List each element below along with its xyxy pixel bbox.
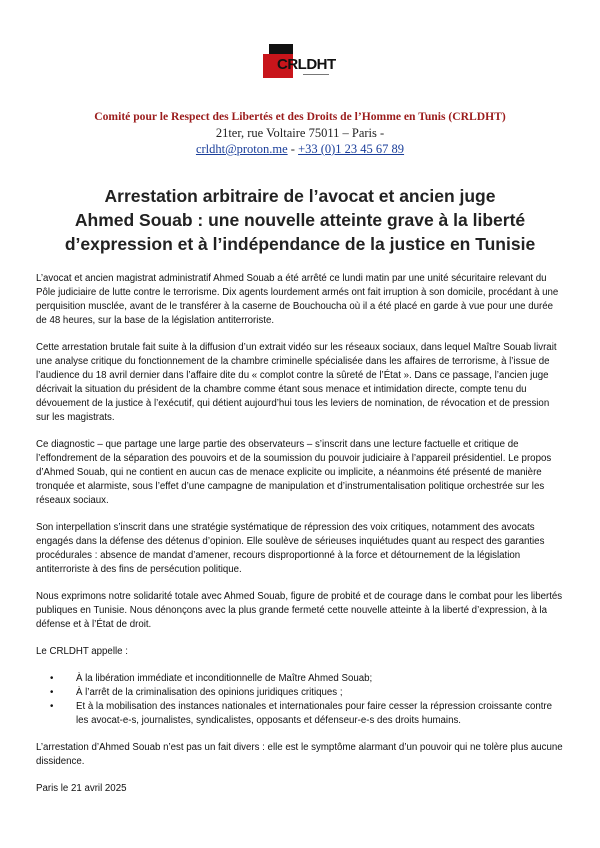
- press-release-title: [60, 184, 540, 256]
- paragraph: Cette arrestation brutale fait suite à la diffusion d’un extrait vidéo sur les réseaux sociaux, dans lequel Maître Souab livrait une analyse critique du fonctionnement de la chambre criminelle spécialisée dans les affaires de terrorisme, à l’issue de l’audience du 18 avril dernier dans l’affaire dite du « complot contre la sûreté de l’État ». Dans ce passage, l’ancien juge décrivait la situation du président de la chambre comme étant sous menace et intimidation directe, compte tenu du dévouement de la justice à l’exécutif, qui détient aujourd’hui tous les leviers de nomination, de révocation et de pression sur les magistrats.: [36, 342, 557, 423]
- signature-date: Paris le 21 avril 2025: [36, 783, 127, 794]
- conclusion: L’arrestation d’Ahmed Souab n’est pas un fait divers : elle est le symptôme alarmant d’un pouvoir qui ne tolère plus aucune dissidence.: [36, 742, 563, 767]
- phone-link[interactable]: +33 (0)1 23 45 67 89: [298, 142, 405, 156]
- appeal-list: [36, 672, 564, 728]
- contact-line: [0, 142, 600, 157]
- paragraph: Son interpellation s’inscrit dans une stratégie systématique de répression des voix critiques, notamment des avocats engagés dans la défense des détenus d’opinion. Elle soulève de sérieuses inquiétudes quant au respect des garanties procédurales : absence de mandat d’amener, recours disproportionné à la force et détournement de la législation antiterroriste à des fins de persécution politique.: [36, 522, 545, 575]
- email-link[interactable]: crldht@proton.me: [195, 142, 288, 156]
- organization-name: Comité pour le Respect des Libertés et des Droits de l’Homme en Tunis (CRLDHT): [94, 110, 506, 123]
- appeal-intro: Le CRLDHT appelle :: [36, 646, 128, 657]
- appeal-item: • Et à la mobilisation des instances nationales et internationales pour faire cesser la répression croissante contre les avocat-e-s, journalistes, syndicalistes, opposants et défenseur-e-s des droits humains.: [76, 700, 564, 728]
- title-line-2: Ahmed Souab : une nouvelle atteinte grave à la liberté: [74, 210, 526, 230]
- paragraph: Ce diagnostic – que partage une large partie des observateurs – s’inscrit dans une lecture factuelle et critique de l’effondrement de la séparation des pouvoirs et de la soumission du pouvoir judiciaire à l’appareil présidentiel. Le propos d’Ahmed Souab, qui ne contient en aucun cas de menace explicite ou implicite, a néanmoins été présenté de manière tronquée et alarmiste, sous l’effet d’une campagne de manipulation et d’instrumentalisation politique orchestrée sur les réseaux sociaux.: [36, 439, 552, 506]
- press-release-body: [36, 272, 564, 809]
- logo-underline: [303, 74, 329, 81]
- title-line-3: d’expression et à l’indépendance de la justice en Tunisie: [64, 234, 536, 254]
- title-line-1: Arrestation arbitraire de l’avocat et ancien juge: [104, 186, 496, 206]
- contact-separator: -: [287, 142, 299, 156]
- paragraph: L’avocat et ancien magistrat administratif Ahmed Souab a été arrêté ce lundi matin par une unité sécuritaire relevant du Pôle judiciaire de lutte contre le terrorisme. Dix agents lourdement armés ont fait irruption à son domicile, procédant à une perquisition musclée, avant de le transférer à la caserne de Bouchoucha où il a été placé en garde à vue pour une durée de 48 heures, sur la base de la législation antiterroriste.: [36, 273, 559, 326]
- organization-address: 21ter, rue Voltaire 75011 – Paris -: [215, 126, 385, 140]
- paragraph: Nous exprimons notre solidarité totale avec Ahmed Souab, figure de probité et de courage dans le combat pour les libertés publiques en Tunisie. Nous dénonçons avec la plus grande fermeté cette nouvelle atteinte à la liberté d’expression, à la défense et à l’État de droit.: [36, 591, 563, 630]
- appeal-item: • À l’arrêt de la criminalisation des opinions juridiques critiques ;: [76, 686, 564, 700]
- appeal-item: • À la libération immédiate et inconditionnelle de Maître Ahmed Souab;: [76, 672, 564, 686]
- crldht-logo: [263, 44, 336, 88]
- logo-text: CRLDHT: [277, 56, 336, 73]
